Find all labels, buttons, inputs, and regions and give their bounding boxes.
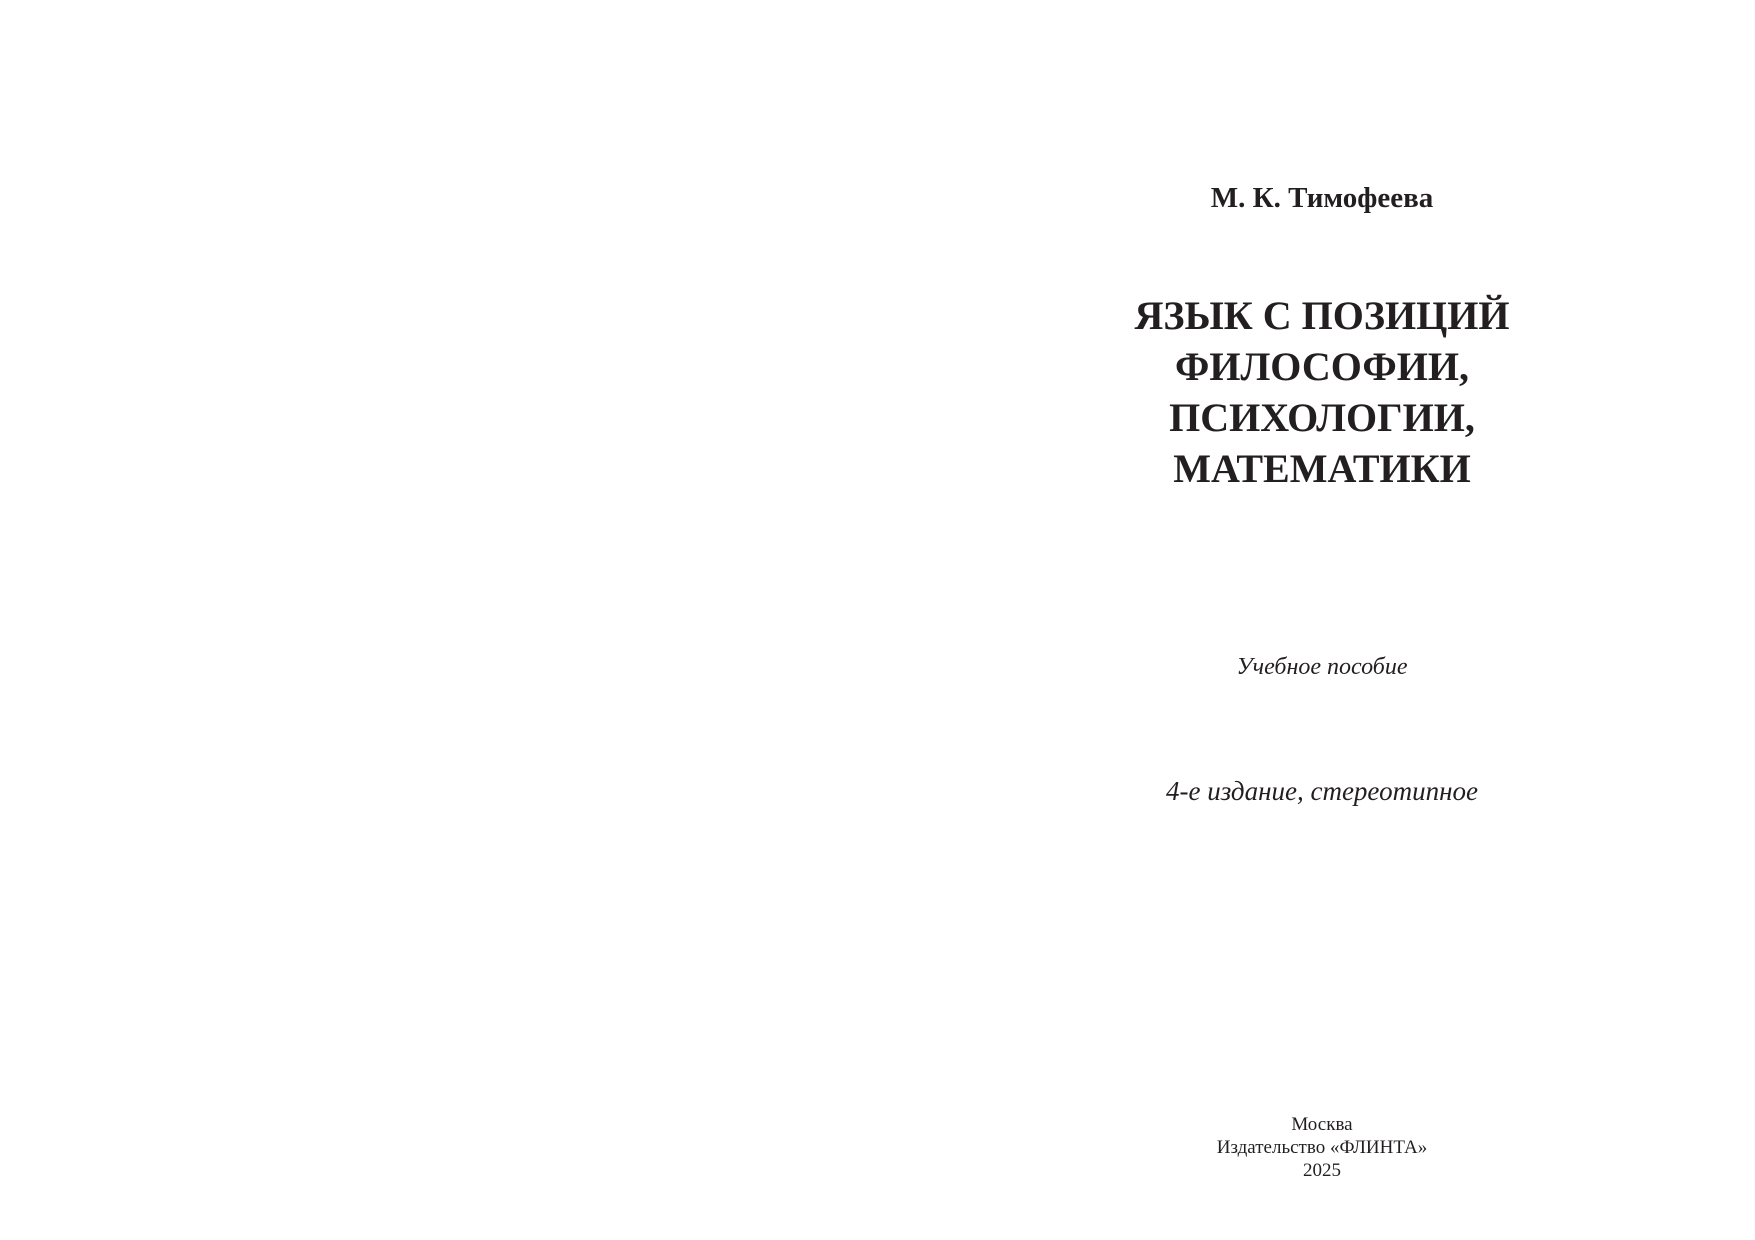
publisher-imprint bbox=[1022, 1113, 1622, 1182]
blank-left-page bbox=[0, 0, 877, 1240]
title-line-1: ЯЗЫК С ПОЗИЦИЙ bbox=[1134, 293, 1510, 338]
author-name: М. К. Тимофеева bbox=[1210, 182, 1434, 214]
imprint-year: 2025 bbox=[1303, 1160, 1341, 1181]
document-type: Учебное пособие bbox=[1236, 654, 1408, 680]
title-line-2: ФИЛОСОФИИ, bbox=[1175, 344, 1469, 389]
edition-info: 4-е издание, стереотипное bbox=[1166, 776, 1478, 806]
imprint-publisher: Издательство «ФЛИНТА» bbox=[1216, 1137, 1428, 1158]
imprint-city: Москва bbox=[1291, 1114, 1353, 1135]
title-line-4: МАТЕМАТИКИ bbox=[1173, 446, 1471, 491]
title-line-3: ПСИХОЛОГИИ, bbox=[1169, 395, 1475, 440]
book-title bbox=[1022, 290, 1622, 494]
